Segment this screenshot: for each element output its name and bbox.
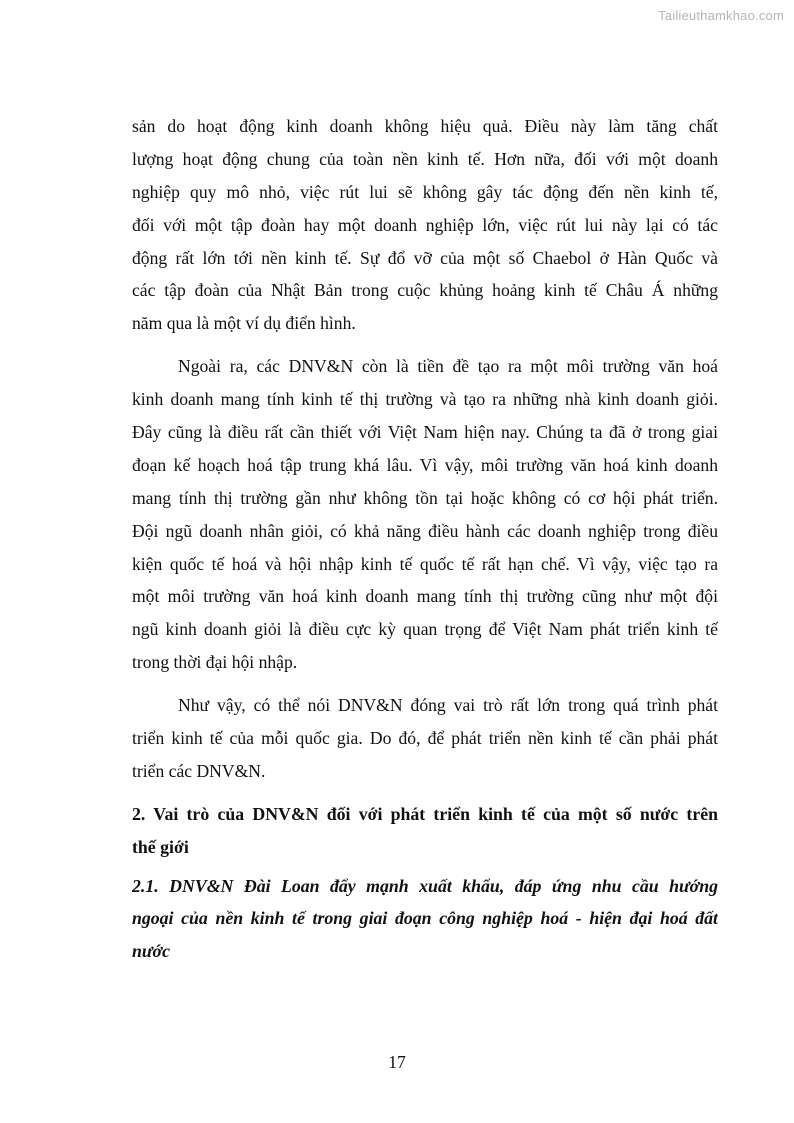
paragraph-1 [132,110,718,340]
subheading-line: 2.1. DNV&N Đài Loan đẩy mạnh xuất khẩu, đáp ứng nhu cầu hướng [132,875,718,896]
text-line: đoạn kế hoạch hoá tập trung khá lâu. Vì vậy, môi trường văn hoá kinh doanh [132,454,718,475]
heading-line: 2. Vai trò của DNV&N đối với phát triển kinh tế của một số nước trên [132,803,718,824]
text-line: động rất lớn tới nền kinh tế. Sự đổ vỡ của một số Chaebol ở Hàn Quốc và [132,247,718,268]
text-line: trong thời đại hội nhập. [132,652,298,673]
text-line: kinh doanh mang tính kinh tế thị trường và tạo ra những nhà kinh doanh giỏi. [132,389,718,410]
subsection-heading [132,870,718,969]
text-line: kiện quốc tế hoá và hội nhập kinh tế quốc tế rất hạn chế. Vì vậy, việc tạo ra [132,553,718,574]
paragraph-3 [132,689,718,788]
heading-line: thế giới [132,836,189,857]
text-line: Đây cũng là điều rất cần thiết với Việt Nam hiện nay. Chúng ta đã ở trong giai [132,422,718,443]
text-line: sản do hoạt động kinh doanh không hiệu quả. Điều này làm tăng chất [132,116,718,136]
text-line: triển các DNV&N. [132,760,266,781]
text-line: triển kinh tế của mỗi quốc gia. Do đó, để phát triển nền kinh tế cần phải phát [132,728,718,749]
paragraph-2 [132,350,718,679]
text-line: mang tính thị trường gần như không tồn tại hoặc không có cơ hội phát triển. [132,487,718,508]
page-number: 17 [388,1052,406,1072]
section-heading [132,798,718,864]
text-line: Ngoài ra, các DNV&N còn là tiền đề tạo ra một môi trường văn hoá [178,356,718,377]
subheading-line: nước [132,941,170,962]
text-line: lượng hoạt động chung của toàn nền kinh tế. Hơn nữa, đối với một doanh [132,148,718,169]
text-line: năm qua là một ví dụ điển hình. [132,313,356,334]
document-body [132,110,718,968]
text-line: đối với một tập đoàn hay một doanh nghiệp lớn, việc rút lui này lại có tác [132,214,718,235]
text-line: Như vậy, có thể nói DNV&N đóng vai trò rất lớn trong quá trình phát [178,695,718,716]
watermark-text: Tailieuthamkhao.com [658,8,784,23]
subheading-line: ngoại của nền kinh tế trong giai đoạn công nghiệp hoá - hiện đại hoá đất [132,908,718,929]
text-line: ngũ kinh doanh giỏi là điều cực kỳ quan trọng để Việt Nam phát triển kinh tế [132,619,718,640]
text-line: các tập đoàn của Nhật Bản trong cuộc khủng hoảng kinh tế Châu Á những [132,280,718,301]
text-line: Đội ngũ doanh nhân giỏi, có khả năng điều hành các doanh nghiệp trong điều [132,520,718,541]
text-line: nghiệp quy mô nhỏ, việc rút lui sẽ không gây tác động đến nền kinh tế, [132,181,718,202]
text-line: một môi trường văn hoá kinh doanh mang tính thị trường cũng như một đội [132,586,718,607]
